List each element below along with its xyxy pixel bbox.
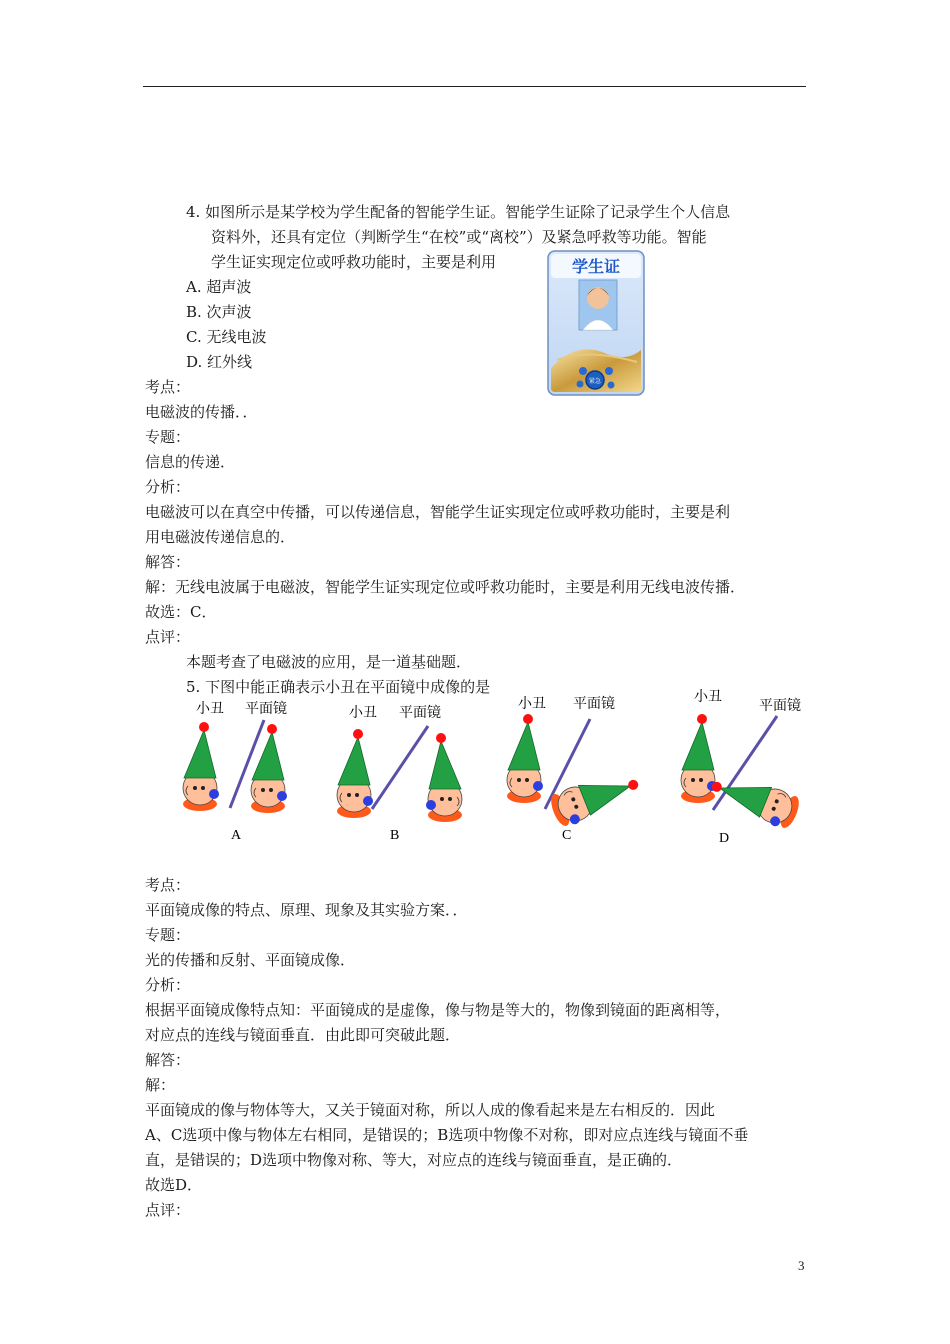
fig-b-object xyxy=(337,729,373,818)
q5-fenxi1: 根据平面镜成像特点知：平面镜成的是虚像，像与物是等大的，物像到镜面的距离相等， xyxy=(145,1001,731,1019)
fig-c-object xyxy=(507,714,543,803)
card-title: 学生证 xyxy=(571,257,621,276)
q4-zhuanti-label: 专题： xyxy=(145,428,191,446)
q4-option-b: B. 次声波 xyxy=(186,303,252,321)
q5-jieda-label: 解答： xyxy=(145,1051,191,1069)
q5-line1: 5. 下图中能正确表示小丑在平面镜中成像的是 xyxy=(186,678,491,696)
fig-c-obj-label: 小丑 xyxy=(518,696,546,712)
card-emergency-button: 紧急 xyxy=(588,378,602,385)
q5-kaodian-label: 考点： xyxy=(145,876,191,894)
fig-b-label: B xyxy=(390,828,400,843)
q5-kaodian: 平面镜成像的特点、原理、现象及其实验方案．． xyxy=(145,901,468,919)
fig-c-label: C xyxy=(562,828,572,843)
q5-jieda4: 故选D． xyxy=(145,1176,203,1194)
q4-option-d: D. 红外线 xyxy=(186,353,253,371)
student-card-image xyxy=(547,250,645,396)
fig-d-object xyxy=(681,714,717,803)
fig-a-mirror-label: 平面镜 xyxy=(245,701,287,717)
q5-fenxi2: 对应点的连线与镜面垂直．由此即可突破此题． xyxy=(145,1026,461,1044)
q4-kaodian-label: 考点： xyxy=(145,378,191,396)
q5-jieda3: 直，是错误的；D选项中物像对称、等大，对应点的连线与镜面垂直，是正确的． xyxy=(145,1151,683,1169)
q4-jieda-label: 解答： xyxy=(145,553,191,571)
q5-jieda2: A、C选项中像与物体左右相同，是错误的；B选项中物像不对称，即对应点连线与镜面不垂 xyxy=(145,1126,749,1144)
fig-c-mirror-label: 平面镜 xyxy=(573,696,615,712)
q4-line2: 资料外，还具有定位（判断学生“在校”或“离校”）及紧急呼救等功能。智能 xyxy=(211,228,707,246)
page-number: 3 xyxy=(798,1258,805,1273)
q5-zhuanti: 光的传播和反射、平面镜成像． xyxy=(145,951,356,969)
fig-b-mirror-label: 平面镜 xyxy=(399,705,441,721)
q4-fenxi2: 用电磁波传递信息的． xyxy=(145,528,296,546)
clown-mirror-figures xyxy=(172,686,822,848)
fig-d-mirror-label: 平面镜 xyxy=(759,698,801,714)
q4-line3: 学生证实现定位或呼救功能时，主要是利用 xyxy=(211,253,497,271)
fig-a-label: A xyxy=(231,828,242,843)
q4-line1: 4. 如图所示是某学校为学生配备的智能学生证。智能学生证除了记录学生个人信息 xyxy=(186,203,731,221)
fig-a-obj-label: 小丑 xyxy=(196,701,224,717)
q4-option-a: A. 超声波 xyxy=(186,278,252,296)
q4-dianping: 本题考查了电磁波的应用，是一道基础题． xyxy=(186,653,472,671)
q4-fenxi1: 电磁波可以在真空中传播，可以传递信息，智能学生证实现定位或呼救功能时，主要是利 xyxy=(145,503,731,521)
q4-option-c: C. 无线电波 xyxy=(186,328,267,346)
fig-d-obj-label: 小丑 xyxy=(694,689,722,705)
q4-jieda1: 解：无线电波属于电磁波，智能学生证实现定位或呼救功能时，主要是利用无线电波传播． xyxy=(145,578,746,596)
q5-dianping-label: 点评： xyxy=(145,1201,191,1219)
q5-jie: 解： xyxy=(145,1076,176,1094)
fig-a-object xyxy=(183,722,219,811)
q4-kaodian: 电磁波的传播．． xyxy=(145,403,258,421)
header-rule xyxy=(143,86,806,87)
q5-fenxi-label: 分析： xyxy=(145,976,191,994)
fig-b-image xyxy=(426,733,462,822)
q4-dianping-label: 点评： xyxy=(145,628,191,646)
q5-zhuanti-label: 专题： xyxy=(145,926,191,944)
q4-fenxi-label: 分析： xyxy=(145,478,191,496)
fig-d-label: D xyxy=(719,831,730,846)
fig-b-obj-label: 小丑 xyxy=(349,705,377,721)
q4-jieda2: 故选：C． xyxy=(145,603,217,621)
q5-jieda1: 平面镜成的像与物体等大，又关于镜面对称，所以人成的像看起来是左右相反的．因此 xyxy=(145,1101,716,1119)
fig-b-mirror xyxy=(372,726,428,809)
q4-zhuanti: 信息的传递． xyxy=(145,453,236,471)
